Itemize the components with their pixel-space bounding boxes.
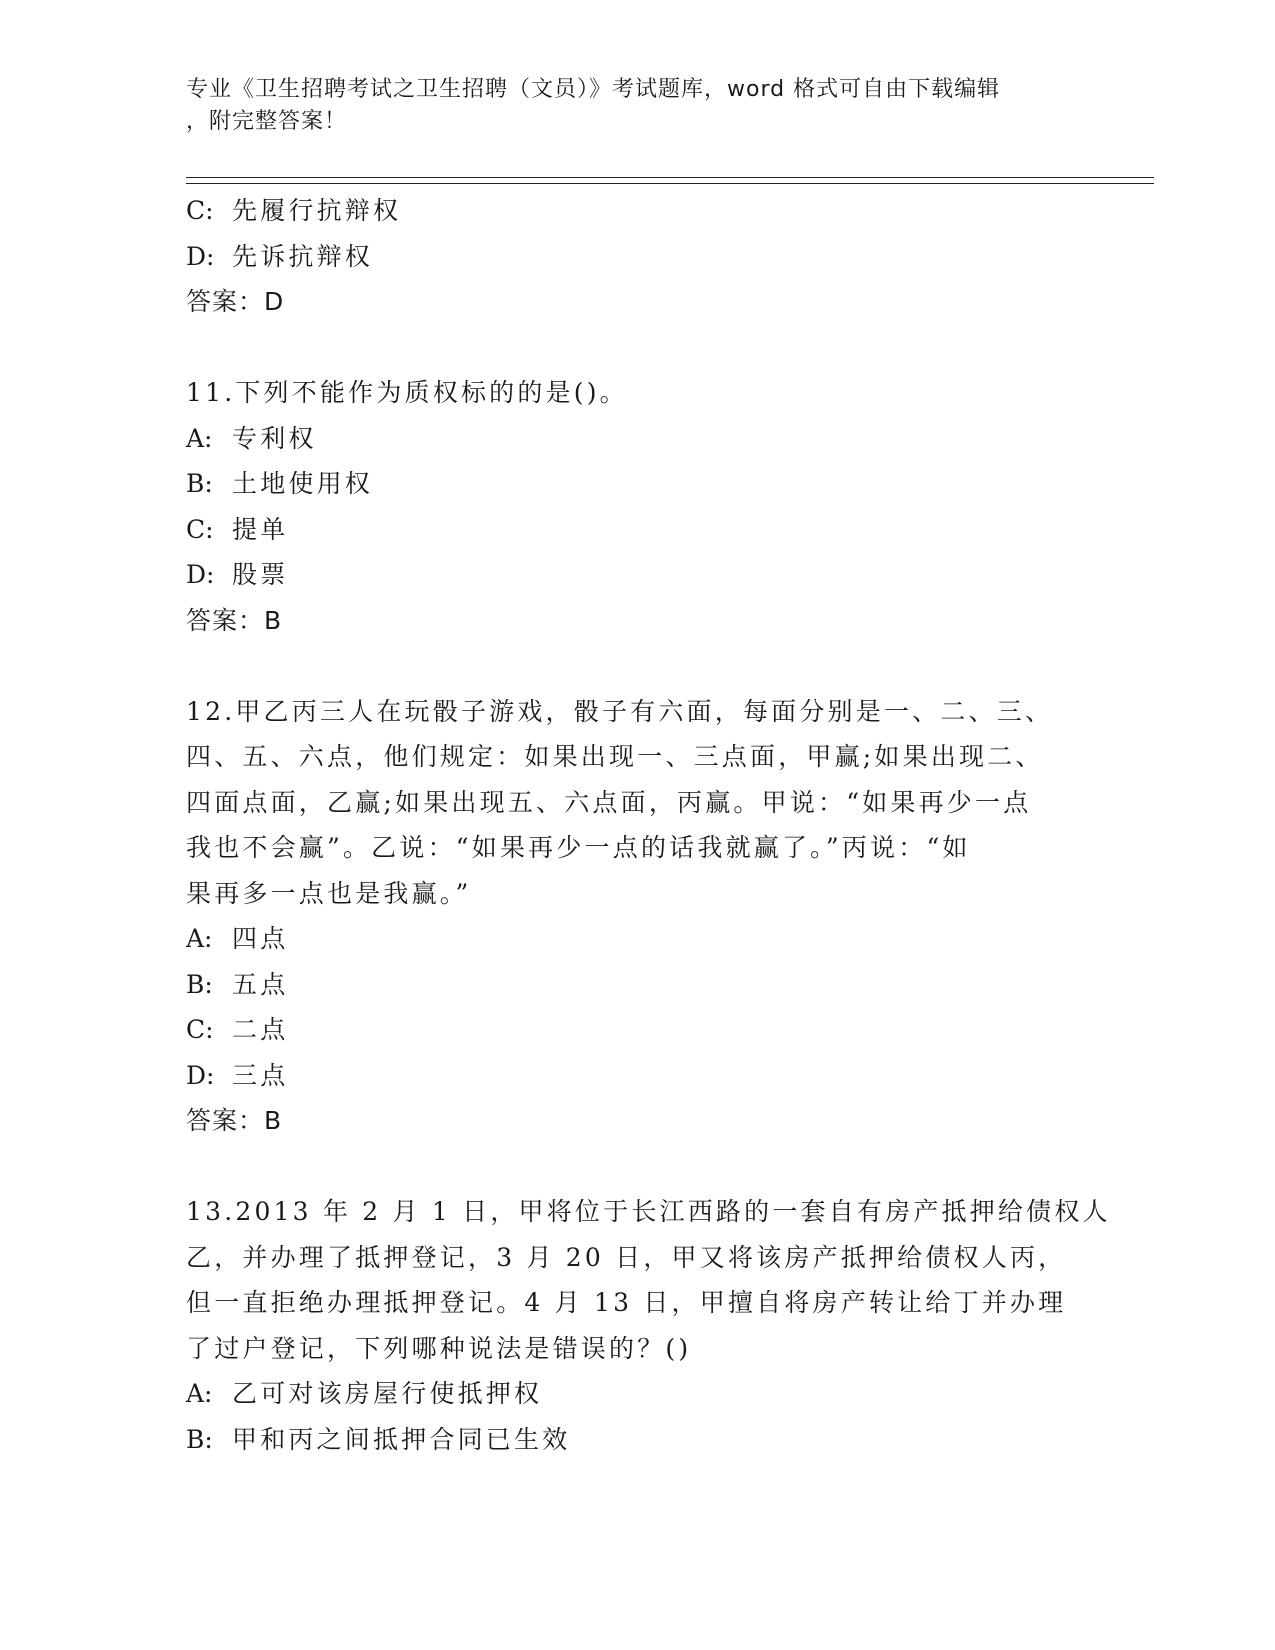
option-b [186, 962, 1086, 1008]
option-text: 股票 [232, 560, 289, 589]
header-line-2: ，附完整答案！ [186, 109, 348, 134]
question-text: 12.甲乙丙三人在玩骰子游戏，骰子有六面，每面分别是一、二、三、 [186, 696, 1054, 726]
option-text: 四点 [232, 924, 289, 953]
question-block-12 [186, 689, 1086, 1144]
spacer [186, 1144, 1086, 1190]
answer-line: 答案：B [186, 605, 283, 635]
option-key: A: [186, 423, 213, 453]
option-key: A: [186, 1379, 213, 1408]
option-b [186, 461, 1086, 507]
option-text: 二点 [232, 1015, 289, 1044]
option-a [186, 916, 1086, 962]
option-d [186, 1053, 1086, 1099]
option-text: 土地使用权 [232, 469, 374, 498]
option-text: 专利权 [232, 423, 317, 453]
option-key: D: [186, 560, 215, 589]
option-text: 乙可对该房屋行使抵押权 [232, 1379, 543, 1408]
question-text: 11.下列不能作为质权标的的是()。 [186, 378, 628, 407]
option-key: B: [186, 1424, 213, 1454]
question-block-11 [186, 370, 1086, 643]
question-text: 但一直拒绝办理抵押登记。4 月 13 日，甲擅自将房产转让给丁并办理 [186, 1288, 1067, 1317]
option-text: 先诉抗辩权 [232, 241, 374, 271]
option-c [186, 1007, 1086, 1053]
option-text: 甲和丙之间抵押合同已生效 [232, 1424, 571, 1454]
option-d [186, 234, 1086, 280]
question-text: 四面点面，乙赢;如果出现五、六点面，丙赢。甲说：“如果再少一点 [186, 787, 1032, 817]
question-text: 了过户登记，下列哪种说法是错误的？() [186, 1333, 692, 1363]
option-d [186, 552, 1086, 598]
option-c [186, 507, 1086, 553]
question-text: 果再多一点也是我赢。” [186, 878, 472, 908]
option-text: 五点 [232, 969, 289, 999]
header-divider-bottom [186, 183, 1154, 184]
option-key: A: [186, 924, 213, 953]
option-key: B: [186, 969, 213, 999]
question-text: 乙，并办理了抵押登记，3 月 20 日，甲又将该房产抵押给债权人丙， [186, 1242, 1067, 1272]
option-key: C: [186, 196, 214, 225]
question-text: 我也不会赢”。乙说：“如果再少一点的话我就赢了。”丙说：“如 [186, 833, 971, 862]
answer-line: 答案：D [186, 287, 285, 316]
option-a [186, 1371, 1086, 1417]
question-block-prev [186, 188, 1086, 325]
question-text: 13.2013 年 2 月 1 日，甲将位于长江西路的一套自有房产抵押给债权人 [186, 1197, 1111, 1226]
option-text: 三点 [232, 1060, 289, 1090]
document-header [186, 74, 1086, 138]
option-key: D: [186, 241, 215, 271]
header-line-1: 专业《卫生招聘考试之卫生招聘（文员）》考试题库，word 格式可自由下载编辑 [186, 77, 1001, 102]
question-list [186, 188, 1111, 1462]
spacer [186, 643, 1086, 689]
spacer [186, 325, 1086, 371]
option-key: B: [186, 469, 213, 498]
option-text: 提单 [232, 514, 289, 544]
option-key: C: [186, 514, 214, 544]
question-block-13 [186, 1189, 1111, 1462]
option-key: D: [186, 1060, 215, 1090]
option-c [186, 188, 1086, 234]
option-text: 先履行抗辩权 [232, 196, 402, 225]
option-b [186, 1417, 1086, 1463]
option-key: C: [186, 1015, 214, 1044]
header-divider-top [186, 177, 1154, 178]
option-a [186, 416, 1086, 462]
question-text: 四、五、六点，他们规定：如果出现一、三点面，甲赢;如果出现二、 [186, 742, 1044, 771]
answer-line: 答案：B [186, 1106, 283, 1135]
